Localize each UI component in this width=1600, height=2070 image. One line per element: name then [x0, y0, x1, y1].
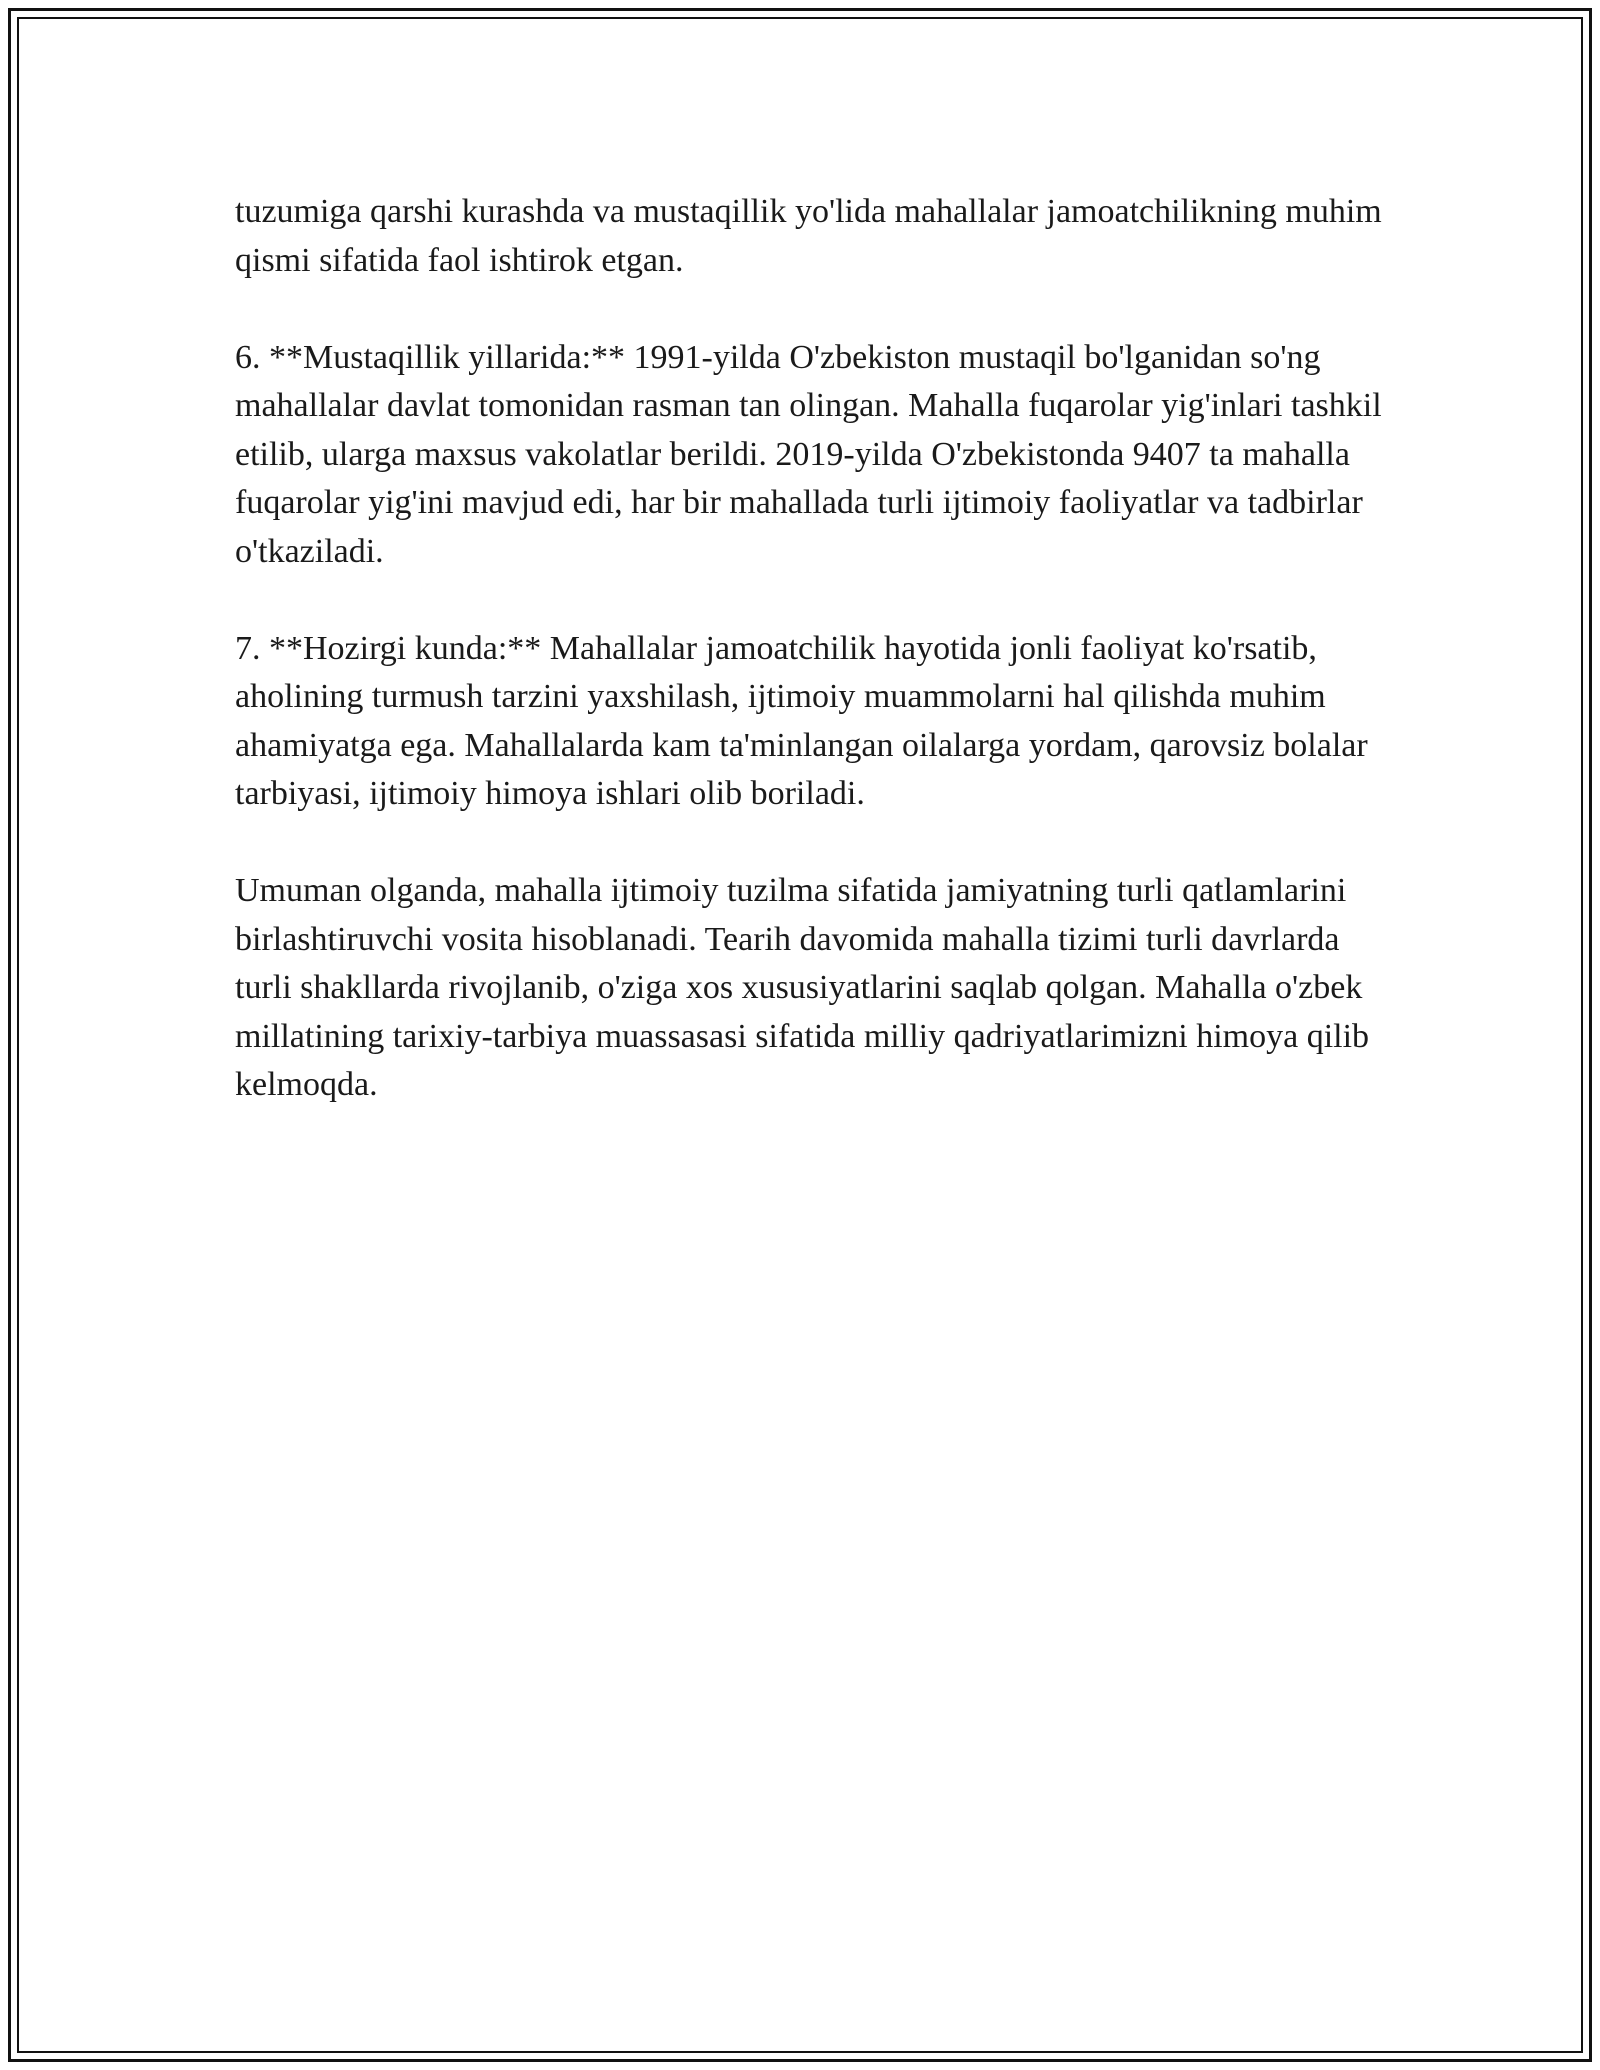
paragraph-item-7: 7. **Hozirgi kunda:** Mahallalar jamoatchilik hayotida jonli faoliyat ko'rsatib, aholining turmush tarzini yaxshilash, ijtimoiy muammolarni hal qilishda muhim ahamiyatga ega. Mahallalarda kam ta'minlangan oilalarga yordam, qarovsiz bolalar tarbiyasi, ijtimoiy himoya ishlari olib boriladi.: [235, 629, 1368, 812]
paragraph-conclusion: Umuman olganda, mahalla ijtimoiy tuzilma sifatida jamiyatning turli qatlamlarini birlashtiruvchi vosita hisoblanadi. Tearih davomida mahalla tizimi turli davrlarda turli shakllarda rivojlanib, o'ziga xos xususiyatlarini saqlab qolgan. Mahalla o'zbek millatining tarixiy-tarbiya muassasasi sifatida milliy qadriyatlarimizni himoya qilib kelmoqda.: [235, 872, 1370, 1103]
paragraph-continuation: tuzumiga qarshi kurashda va mustaqillik yo'lida mahallalar jamoatchilikning muhim qismi sifatida faol ishtirok etgan.: [235, 193, 1382, 279]
paragraph-item-6: 6. **Mustaqillik yillarida:** 1991-yilda O'zbekiston mustaqil bo'lganidan so'ng mahallalar davlat tomonidan rasman tan olingan. Mahalla fuqarolar yig'inlari tashkil etilib, ularga maxsus vakolatlar berildi. 2019-yilda O'zbekistonda 9407 ta mahalla fuqarolar yig'ini mavjud edi, har bir mahallada turli ijtimoiy faoliyatlar va tadbirlar o'tkaziladi.: [235, 338, 1382, 570]
document-body: [235, 188, 1385, 1158]
